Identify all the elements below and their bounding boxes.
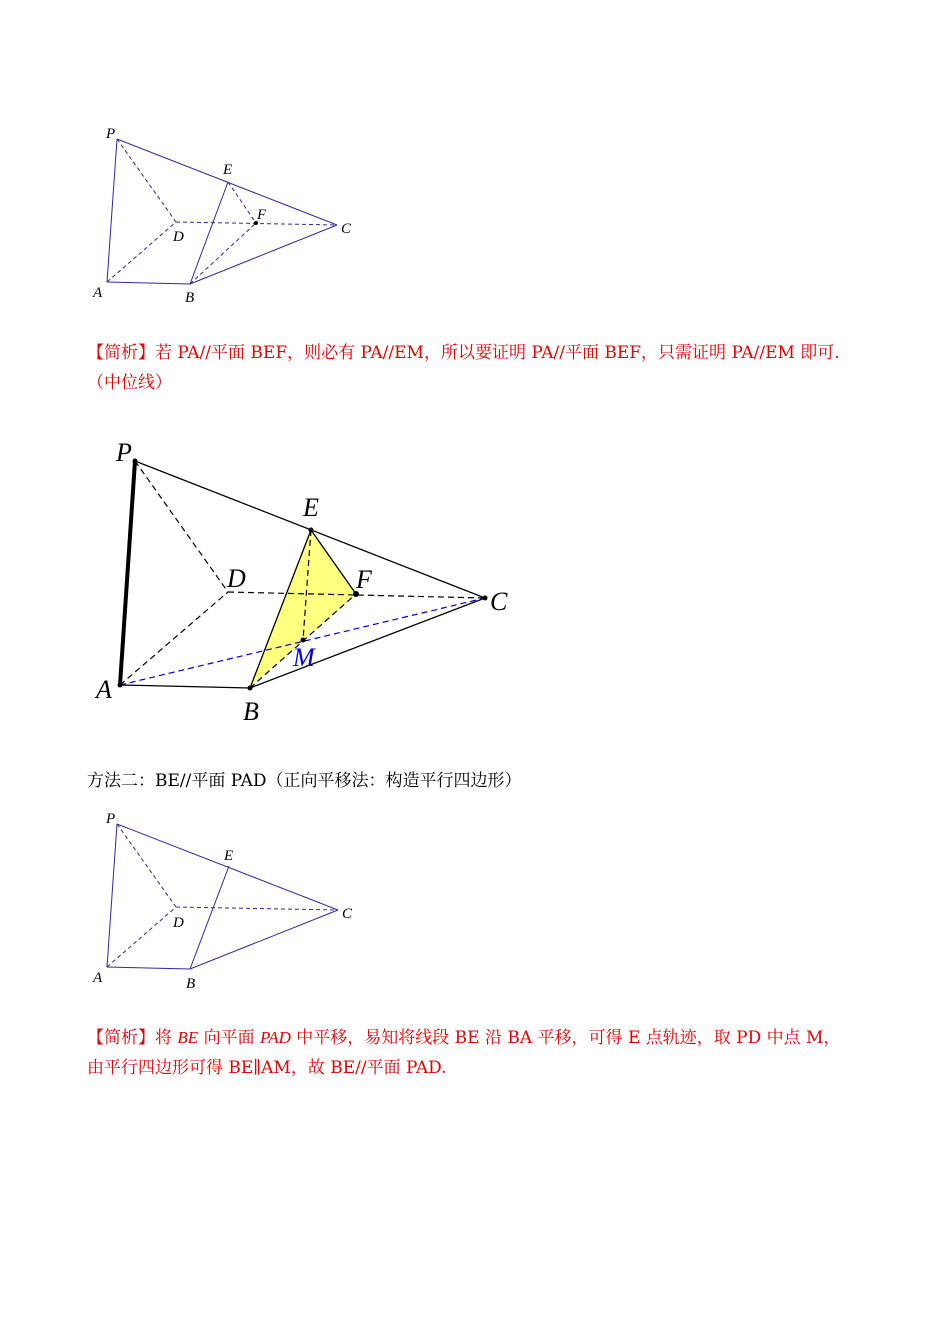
analysis-2 (87, 1023, 857, 1083)
edge-PA (107, 139, 117, 282)
label-M: M (293, 643, 315, 672)
label-E: E (224, 848, 234, 864)
analysis-2-part2: 向平面 (198, 1028, 260, 1048)
analysis-2-tag: 【简析】 (87, 1028, 155, 1048)
analysis-2-part1: 将 (155, 1028, 178, 1048)
label-A: A (93, 970, 103, 986)
edge-AB (107, 282, 190, 284)
edge-PA (120, 461, 135, 685)
pyramid-figure-3 (90, 805, 370, 995)
label-P: P (106, 811, 116, 827)
label-E: E (303, 493, 319, 522)
label-D: D (227, 564, 246, 593)
edge-AD (107, 222, 176, 282)
edge-BE (190, 866, 229, 969)
point-B (248, 686, 253, 691)
analysis-1 (87, 338, 857, 398)
edge-AB (120, 685, 250, 688)
edge-PD (117, 139, 176, 222)
point-C (483, 596, 488, 601)
pyramid-figure-1-svg (90, 120, 370, 310)
label-B: B (186, 976, 196, 992)
label-A: A (96, 675, 112, 704)
edge-BE (190, 182, 228, 284)
edge-PA (107, 824, 117, 967)
method-2-heading-text: 方法二：BE//平面 PAD（正向平移法：构造平行四边形） (87, 771, 522, 791)
edge-DC (176, 907, 338, 910)
edge-BF (190, 223, 256, 284)
label-B: B (243, 697, 259, 726)
label-P: P (116, 438, 132, 467)
label-P: P (106, 126, 116, 142)
point-M (301, 638, 306, 643)
edge-PC (117, 139, 337, 225)
label-B: B (185, 290, 195, 306)
edge-PD (117, 824, 176, 907)
label-F: F (356, 565, 372, 594)
analysis-1-tag: 【简析】 (87, 343, 155, 363)
label-A: A (93, 285, 103, 301)
edge-PD (135, 461, 228, 592)
label-C: C (341, 221, 352, 237)
label-D: D (173, 915, 184, 931)
label-C: C (490, 587, 508, 616)
analysis-2-part3: 中平移，易知将线段 BE 沿 BA 平移，可得 E 点轨迹，取 PD 中点 M，由平行四边形可得 BE∥AM，故 BE//平面 PAD. (87, 1028, 841, 1078)
label-D: D (173, 229, 184, 245)
point-A (118, 683, 123, 688)
edge-BC (190, 225, 337, 284)
edge-AD (107, 907, 176, 967)
pyramid-figure-3-svg (90, 805, 370, 995)
method-2-heading (87, 766, 857, 796)
analysis-2-be: BE (177, 1028, 199, 1047)
point-P (133, 459, 138, 464)
pyramid-figure-1 (90, 120, 370, 310)
analysis-2-pad: PAD (260, 1028, 291, 1047)
label-E: E (223, 162, 233, 178)
analysis-1-body: 若 PA//平面 BEF，则必有 PA//EM，所以要证明 PA//平面 BEF，只需证明 PA//EM 即可.（中位线） (87, 343, 840, 393)
edge-AD (120, 592, 228, 685)
label-C: C (342, 906, 353, 922)
point-E (309, 528, 314, 533)
edge-PC (117, 824, 338, 910)
pyramid-figure-2 (90, 430, 520, 730)
pyramid-figure-2-svg (90, 430, 520, 730)
edge-AB (107, 967, 190, 969)
label-F: F (257, 207, 267, 223)
edge-BC (190, 910, 338, 969)
